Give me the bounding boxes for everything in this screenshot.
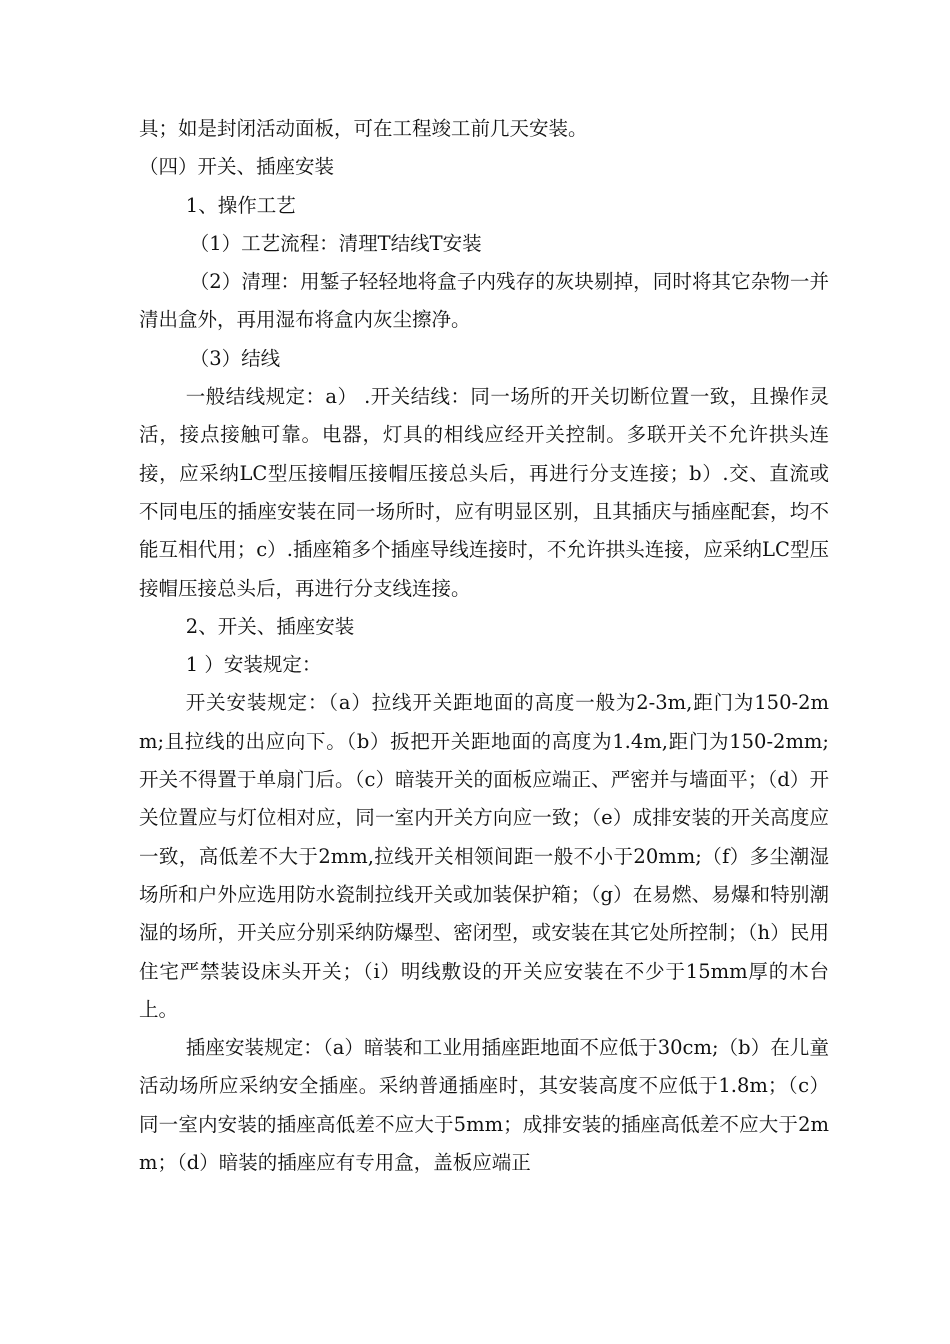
- paragraph-switch-installation-rules: 开关安装规定：（a）拉线开关距地面的高度一般为2-3m,距门为150-2mm;且拉线的出应向下。（b）扳把开关距地面的高度为1.4m,距门为150-2mm;开关不得置于单扇门后。（c）暗装开关的面板应端正、严密并与墙面平；（d）开关位置应与灯位相对应，同一室内开关方向应一致；（e）成排安装的开关高度应一致，高低差不大于2mm,拉线开关相领间距一般不小于20mm;（f）多尘潮湿场所和户外应选用防水瓷制拉线开关或加装保护箱；（g）在易燃、易爆和特别潮湿的场所，开关应分别采纳防爆型、密闭型，或安装在其它处所控制；（h）民用住宅严禁装设床头开关；（i）明线敷设的开关应安装在不少于15mm厚的木台上。: [139, 691, 829, 1021]
- paragraph-wiring-rules: 一般结线规定：a） .开关结线：同一场所的开关切断位置一致，且操作灵活，接点接触可靠。电器，灯具的相线应经开关控制。多联开关不允许拱头连接，应采纳LC型压接帽压接帽压接总头后，再进行分支连接；b）.交、直流或不同电压的插座安装在同一场所时，应有明显区别，且其插庆与插座配套，均不能互相代用；c）.插座箱多个插座导线连接时，不允许拱头连接，应采纳LC型压接帽压接总头后，再进行分支线连接。: [139, 385, 829, 600]
- paragraph-cleaning: （2）清理：用錾子轻轻地将盒子内残存的灰块剔掉，同时将其它杂物一并清出盒外，再用湿布将盒内灰尘擦净。: [139, 270, 829, 332]
- paragraph-installation-rules-heading: 1 ）安装规定：: [185, 653, 322, 677]
- paragraph-continuation: 具；如是封闭活动面板，可在工程竣工前几天安装。: [139, 117, 588, 140]
- section-heading-switch-socket: （四）开关、插座安装: [139, 155, 335, 179]
- paragraph-wiring-heading: （3）结线: [189, 346, 281, 370]
- document-body: [139, 110, 829, 1182]
- paragraph-socket-installation-rules: 插座安装规定：（a）暗装和工业用插座距地面不应低于30cm;（b）在儿童活动场所应采纳安全插座。采纳普通插座时，其安装高度不应低于1.8m；（c）同一室内安装的插座高低差不应大于5mm；成排安装的插座高低差不应大于2mm；（d）暗装的插座应有专用盒，盖板应端正: [139, 1036, 829, 1175]
- subsection-heading-operation-process: 1、操作工艺: [185, 193, 296, 217]
- paragraph-process-flow: （1）工艺流程：清理T结线T安装: [189, 231, 482, 255]
- subsection-heading-installation: 2、开关、插座安装: [185, 614, 355, 638]
